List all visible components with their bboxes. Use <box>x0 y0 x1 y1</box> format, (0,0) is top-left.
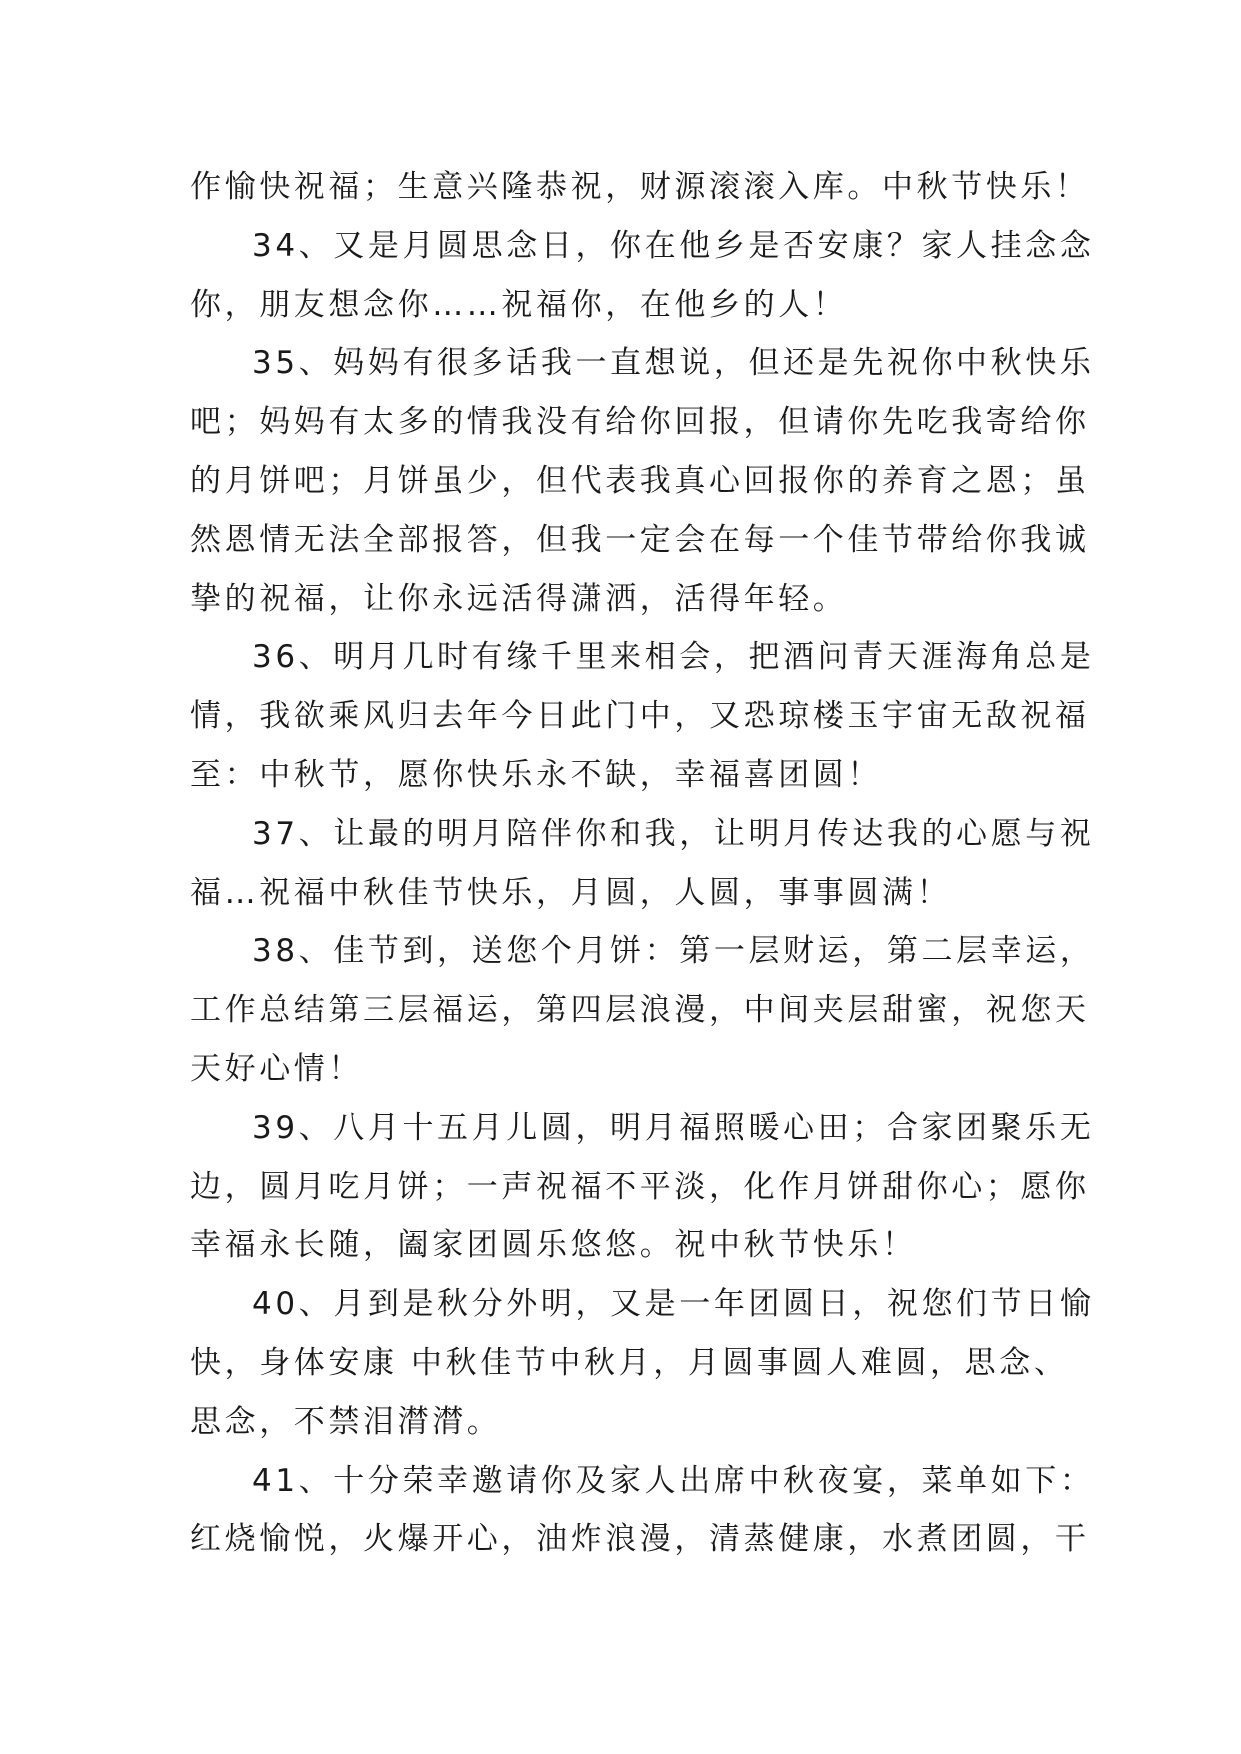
text-line: 至：中秋节，愿你快乐永不缺，幸福喜团圆！ <box>190 756 882 793</box>
text-line: 34、又是月圆思念日，你在他乡是否安康？家人挂念念 <box>252 227 1095 264</box>
text-line: 天好心情！ <box>190 1050 363 1087</box>
text-line: 37、让最的明月陪伴你和我，让明月传达我的心愿与祝 <box>252 815 1095 852</box>
text-line: 作愉快祝福；生意兴隆恭祝，财源滚滚入库。中秋节快乐！ <box>190 169 1090 205</box>
text-line: 39、八月十五月儿圆，明月福照暖心田；合家团聚乐无 <box>252 1109 1095 1146</box>
text-line: 思念，不禁泪潸潸。 <box>190 1403 502 1440</box>
text-line: 情，我欲乘风归去年今日此门中，又恐琼楼玉宇宙无敌祝福 <box>190 698 1090 735</box>
text-line: 40、月到是秋分外明，又是一年团圆日，祝您们节日愉 <box>252 1286 1095 1323</box>
text-line: 41、十分荣幸邀请你及家人出席中秋夜宴，菜单如下： <box>252 1462 1095 1499</box>
text-line: 工作总结第三层福运，第四层浪漫，中间夹层甜蜜，祝您天 <box>190 992 1090 1029</box>
text-line: 边，圆月吃月饼；一声祝福不平淡，化作月饼甜你心；愿你 <box>190 1168 1090 1205</box>
text-line: 38、佳节到，送您个月饼：第一层财运，第二层幸运， <box>252 933 1095 970</box>
text-line: 吧；妈妈有太多的情我没有给你回报，但请你先吃我寄给你 <box>190 404 1090 441</box>
text-line: 红烧愉悦，火爆开心，油炸浪漫，清蒸健康，水煮团圆，干 <box>190 1521 1090 1558</box>
text-line: 的月饼吧；月饼虽少，但代表我真心回报你的养育之恩；虽 <box>190 462 1090 499</box>
text-line: 你，朋友想念你……祝福你，在他乡的人！ <box>190 286 848 323</box>
text-line: 快，身体安康 中秋佳节中秋月，月圆事圆人难圆，思念、 <box>190 1344 1069 1381</box>
text-line: 35、妈妈有很多话我一直想说，但还是先祝你中秋快乐 <box>252 345 1095 382</box>
text-line: 福…祝福中秋佳节快乐，月圆，人圆，事事圆满！ <box>190 874 952 911</box>
text-line: 挚的祝福，让你永远活得潇洒，活得年轻。 <box>190 580 848 617</box>
body-text <box>190 158 1095 1569</box>
text-line: 然恩情无法全部报答，但我一定会在每一个佳节带给你我诚 <box>190 521 1090 558</box>
text-line: 36、明月几时有缘千里来相会，把酒问青天涯海角总是 <box>252 639 1095 676</box>
text-line: 幸福永长随，阖家团圆乐悠悠。祝中秋节快乐！ <box>190 1227 917 1264</box>
